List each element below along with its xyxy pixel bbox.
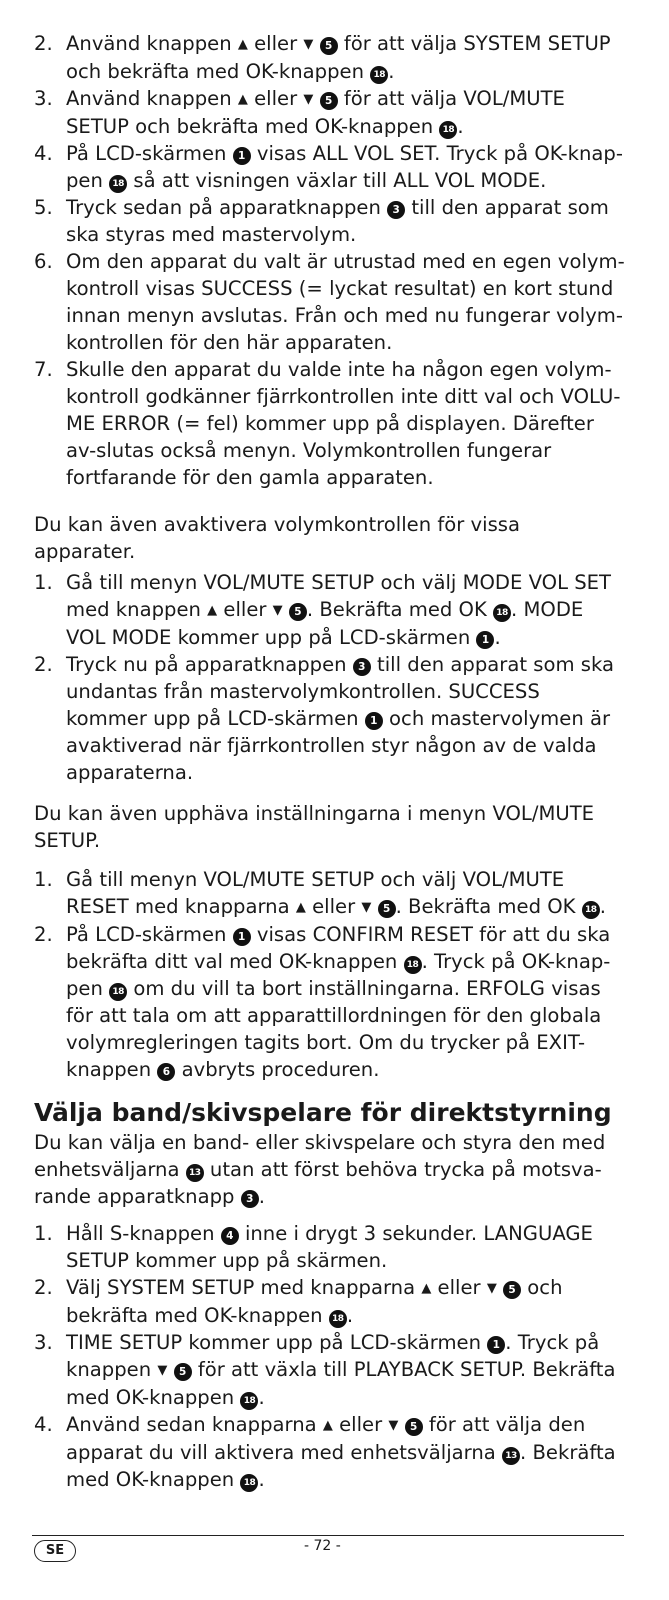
list-item-number: 2. [34, 923, 53, 946]
callout-eighteen-icon: 18 [370, 66, 388, 84]
text-run: för att välja VOL/MUTE SETUP och bekräfta med OK-knappen [66, 87, 565, 138]
text-run: Håll S-knappen [66, 1222, 221, 1245]
list-item-number: 2. [34, 1276, 53, 1299]
list-item [34, 140, 626, 194]
callout-eighteen-icon: 18 [404, 956, 422, 974]
text-run: eller [332, 1413, 389, 1436]
arrow-up-icon: ▲ [295, 900, 306, 915]
text-run: Använd knappen [66, 87, 238, 110]
arrow-up-icon: ▲ [207, 603, 218, 618]
list-item [34, 30, 626, 85]
list-item [34, 248, 626, 356]
callout-six-icon: 6 [157, 1063, 175, 1081]
callout-five-icon: 5 [503, 1281, 521, 1299]
text-run: avbryts proceduren. [175, 1058, 380, 1081]
list-item [34, 651, 626, 786]
callout-five-icon: 5 [405, 1418, 423, 1436]
arrow-down-icon: ▼ [486, 1281, 497, 1296]
arrow-down-icon: ▼ [388, 1418, 399, 1433]
text-run: . [494, 626, 501, 649]
steps-list-volume [34, 30, 626, 491]
text-run: om du vill ta bort inställningarna. ERFOLG visas för att tala om att apparattillordningen för den globala volymregleringen tagits bort. Om du trycker på EXIT-knappen [66, 977, 602, 1081]
list-item [34, 1329, 626, 1411]
list-item-number: 4. [34, 142, 53, 165]
list-item-number: 3. [34, 87, 53, 110]
callout-one-icon: 1 [233, 147, 251, 165]
callout-three-icon: 3 [241, 1190, 259, 1208]
callout-five-icon: 5 [320, 37, 338, 55]
callout-one-icon: 1 [365, 712, 383, 730]
callout-five-icon: 5 [289, 603, 307, 621]
text-run: Gå till menyn VOL/MUTE SETUP och välj VOL/MUTE RESET med knapparna [66, 868, 565, 918]
section-intro [34, 1129, 626, 1210]
list-item-number: 2. [34, 32, 53, 55]
text-run: . [346, 1304, 354, 1327]
text-run: . [258, 1386, 265, 1409]
text-run [313, 87, 319, 110]
text-run: . [258, 1468, 265, 1491]
text-run: Tryck sedan på apparatknappen [66, 196, 388, 219]
list-item [34, 866, 626, 921]
text-run: Du kan välja en band- eller skivspelare och styra den med enhetsväljarna [34, 1131, 606, 1181]
text-run: På LCD-skärmen [66, 923, 233, 946]
text-run: . Bekräfta med OK-knappen [66, 1441, 616, 1491]
list-item [34, 356, 626, 491]
footer-divider [32, 1535, 624, 1536]
callout-one-icon: 1 [487, 1336, 505, 1354]
callout-eighteen-icon: 18 [109, 175, 127, 193]
callout-eighteen-icon: 18 [240, 1392, 258, 1410]
list-item-number: 3. [34, 1331, 53, 1354]
callout-five-icon: 5 [320, 92, 338, 110]
list-item-number: 6. [34, 250, 53, 273]
text-run: Skulle den apparat du valde inte ha någon egen volym-kontroll godkänner fjärrkontrollen inte ditt val och VOLU-ME ERROR (= fel) kommer upp på displayen. Därefter av-slutas också menyn. Volymkontrollen fungerar fortfarande för den gamla apparaten. [66, 358, 621, 489]
section-heading: Välja band/skivspelare för direktstyrning [34, 1098, 612, 1127]
callout-eighteen-icon: 18 [439, 121, 457, 139]
list-item [34, 85, 626, 140]
text-run: eller [217, 598, 273, 621]
list-item [34, 194, 626, 248]
text-run: till den apparat som ska undantas från mastervolymkontrollen. SUCCESS kommer upp på LCD-skärmen [66, 653, 615, 730]
callout-three-icon: 3 [353, 658, 371, 676]
text-run: för att välja den apparat du vill aktivera med enhetsväljarna [66, 1413, 586, 1464]
callout-one-icon: 1 [233, 928, 251, 946]
callout-eighteen-icon: 18 [582, 901, 600, 919]
text-run [371, 895, 377, 918]
steps-list-reset [34, 866, 626, 1083]
text-run: till den apparat som ska styras med mastervolym. [66, 196, 609, 246]
text-run: . MODE VOL MODE kommer upp på LCD-skärmen [66, 598, 584, 649]
callout-five-icon: 5 [174, 1363, 192, 1381]
text-run: eller [305, 895, 362, 918]
text-run [398, 1413, 404, 1436]
list-item [34, 1411, 626, 1493]
text-run: Använd knappen [66, 32, 238, 55]
text-run: och bekräfta med OK-knappen [66, 1276, 563, 1327]
callout-one-icon: 1 [476, 631, 494, 649]
text-run [167, 1358, 173, 1381]
callout-thirteen-icon: 13 [186, 1164, 204, 1182]
text-run: Gå till menyn VOL/MUTE SETUP och välj MODE VOL SET med knappen [66, 571, 612, 621]
paragraph-deactivate: Du kan även avaktivera volymkontrollen för vissa apparater. [34, 513, 520, 563]
arrow-up-icon: ▲ [237, 37, 248, 52]
callout-eighteen-icon: 18 [109, 983, 127, 1001]
arrow-down-icon: ▼ [361, 900, 372, 915]
text-run: Använd sedan knapparna [66, 1413, 323, 1436]
text-run: visas CONFIRM RESET för att du ska bekräfta ditt val med OK-knappen [66, 923, 611, 973]
text-run: och mastervolymen är avaktiverad när fjärrkontrollen styr någon av de valda apparaterna. [66, 707, 611, 784]
text-run: inne i drygt 3 sekunder. LANGUAGE SETUP kommer upp på skärmen. [66, 1222, 593, 1272]
list-item-number: 7. [34, 358, 53, 381]
page-number: - 72 - [304, 1538, 341, 1554]
text-run: TIME SETUP kommer upp på LCD-skärmen [66, 1331, 488, 1354]
text-run: för att välja SYSTEM SETUP och bekräfta med OK-knappen [66, 32, 611, 83]
text-run: . Tryck på OK-knap-pen [66, 950, 611, 1000]
callout-four-icon: 4 [221, 1227, 239, 1245]
callout-thirteen-icon: 13 [502, 1447, 520, 1465]
list-item-number: 5. [34, 196, 53, 219]
list-item-number: 1. [34, 868, 53, 891]
callout-eighteen-icon: 18 [329, 1310, 347, 1328]
list-item-number: 1. [34, 1222, 53, 1245]
text-run [283, 598, 289, 621]
arrow-up-icon: ▲ [237, 92, 248, 107]
steps-list-deactivate [34, 569, 626, 786]
text-run: visas ALL VOL SET. Tryck på OK-knap-pen [66, 142, 623, 192]
text-run: . Bekräfta med OK [306, 598, 494, 621]
list-item-number: 1. [34, 571, 53, 594]
text-run: eller [247, 87, 304, 110]
steps-list-direct-control [34, 1220, 626, 1493]
text-run: Om den apparat du valt är utrustad med en egen volym-kontroll visas SUCCESS (= lyckat resultat) en kort stund innan menyn avslutas. Från och med nu fungerar volym-kontrollen för den här apparaten. [66, 250, 625, 354]
text-run: eller [247, 32, 304, 55]
text-run: . [457, 115, 464, 138]
callout-five-icon: 5 [378, 900, 396, 918]
arrow-up-icon: ▲ [421, 1281, 432, 1296]
paragraph-reset: Du kan även upphäva inställningarna i menyn VOL/MUTE SETUP. [34, 802, 595, 852]
list-item [34, 1220, 626, 1274]
list-item-number: 2. [34, 653, 53, 676]
list-item [34, 569, 626, 651]
arrow-down-icon: ▼ [157, 1363, 168, 1378]
callout-eighteen-icon: 18 [240, 1474, 258, 1492]
text-run: eller [431, 1276, 487, 1299]
arrow-down-icon: ▼ [303, 92, 314, 107]
text-run: Välj SYSTEM SETUP med knapparna [66, 1276, 422, 1299]
list-item-number: 4. [34, 1413, 53, 1436]
language-badge: SE [34, 1540, 76, 1562]
text-run: Tryck nu på apparatknappen [66, 653, 353, 676]
text-run: . Tryck på knappen [66, 1331, 600, 1381]
text-run: . Bekräfta med OK [395, 895, 582, 918]
list-item [34, 921, 626, 1083]
arrow-down-icon: ▼ [303, 37, 314, 52]
list-item [34, 1274, 626, 1329]
manual-page [34, 30, 626, 1493]
arrow-up-icon: ▲ [322, 1418, 333, 1433]
text-run: för att växla till PLAYBACK SETUP. Bekräfta med OK-knappen [66, 1358, 616, 1409]
text-run: . [258, 1185, 265, 1208]
callout-three-icon: 3 [387, 201, 405, 219]
text-run [313, 32, 319, 55]
text-run: . [388, 60, 395, 83]
text-run: . [599, 895, 606, 918]
text-run: utan att först behöva trycka på motsva-rande apparatknapp [34, 1158, 602, 1208]
arrow-down-icon: ▼ [272, 603, 283, 618]
callout-eighteen-icon: 18 [493, 604, 511, 622]
text-run: På LCD-skärmen [66, 142, 233, 165]
text-run: så att visningen växlar till ALL VOL MODE. [127, 169, 547, 192]
